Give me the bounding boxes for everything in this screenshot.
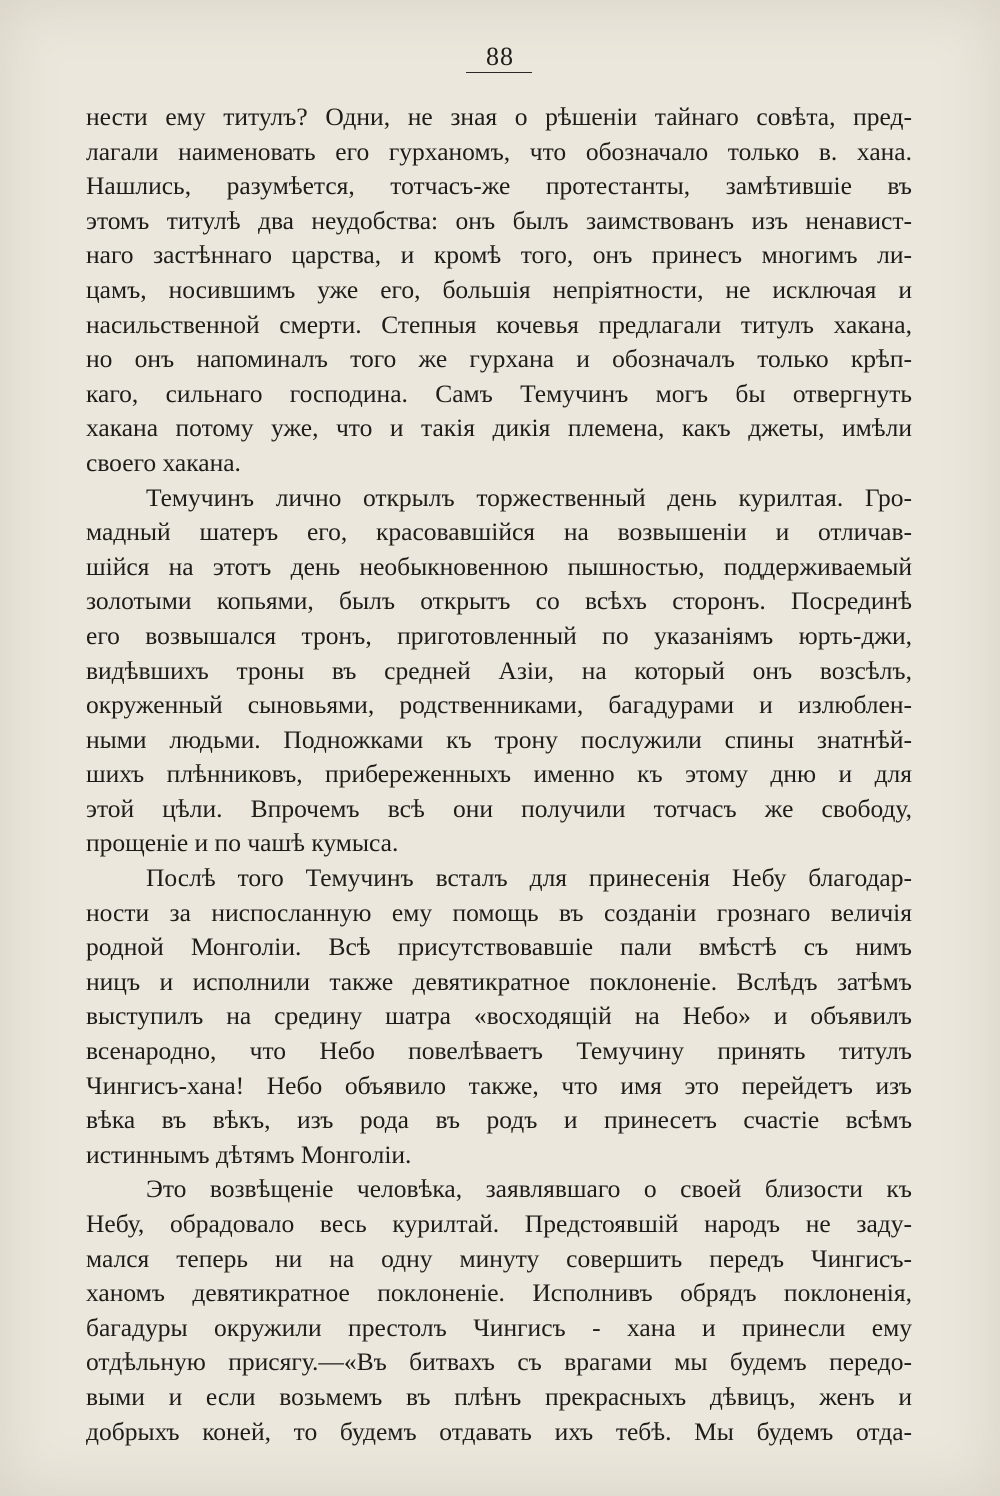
text-line: золотыми копьями, былъ открытъ со всѣхъ сторонъ. Посрединѣ [86,586,912,616]
text-line: лагали наименовать его гурханомъ, что обозначало только в. хана. [86,136,912,166]
text-line: ханомъ девятикратное поклоненіе. Исполнивъ обрядъ поклоненія, [86,1278,912,1308]
text-line: насильственной смерти. Степныя кочевья предлагали титулъ хакана, [86,309,912,339]
text-line: но онъ напоминалъ того же гурхана и обозначалъ только крѣп- [86,344,912,374]
text-line: вѣка въ вѣкъ, изъ рода въ родъ и принесетъ счастіе всѣмъ [86,1105,912,1135]
text-line: всенародно, что Небо повелѣваетъ Темучину принять титулъ [86,1036,912,1066]
text-line: каго, сильнаго господина. Самъ Темучинъ могъ бы отвергнуть [86,378,912,408]
text-line: Нашлись, разумѣется, тотчасъ-же протестанты, замѣтившіе въ [86,171,912,201]
paragraph [86,1172,912,1449]
text-line: цамъ, носившимъ уже его, большія непріятности, не исключая и [86,274,912,304]
text-line: этой цѣли. Впрочемъ всѣ они получили тотчасъ же свободу, [86,793,912,823]
text-line: хакана потому уже, что и такія дикія племена, какъ джеты, имѣли [86,413,912,443]
text-line: его возвышался тронъ, приготовленный по указаніямъ юрть-джи, [86,620,912,650]
text-line: истиннымъ дѣтямъ Монголіи. [86,1139,412,1169]
text-line: прощеніе и по чашѣ кумыса. [86,828,399,858]
text-line: мался теперь ни на одну минуту совершить передъ Чингисъ- [86,1243,912,1273]
text-line: наго застѣннаго царства, и кромѣ того, онъ принесъ многимъ ли- [86,240,912,270]
page-number-rule [466,72,532,73]
text-line: ницъ и исполнили также девятикратное поклоненіе. Вслѣдъ затѣмъ [86,966,912,996]
text-line: Послѣ того Темучинъ всталъ для принесенія Небу благодар- [146,863,912,893]
text-line: своего хакана. [86,447,241,477]
text-line: Чингисъ-хана! Небо объявило также, что имя это перейдетъ изъ [86,1070,912,1100]
text-line: видѣвшихъ троны въ средней Азіи, на который онъ возсѣлъ, [86,655,912,685]
text-line: выми и если возьмемъ въ плѣнъ прекрасныхъ дѣвицъ, женъ и [86,1381,912,1411]
text-line: добрыхъ коней, то будемъ отдавать ихъ тебѣ. Мы будемъ отда- [86,1416,912,1446]
text-line: ными людьми. Подножками къ трону послужили спины знатнѣй- [86,724,912,754]
text-line: выступилъ на средину шатра «восходящій на Небо» и объявилъ [86,1001,912,1031]
paragraph [86,481,912,862]
text-line: отдѣльную присягу.—«Въ битвахъ съ врагами мы будемъ передо- [86,1347,912,1377]
text-line: окруженный сыновьями, родственниками, багадурами и излюблен- [86,690,912,720]
text-line: нести ему титулъ? Одни, не зная о рѣшеніи тайнаго совѣта, пред- [86,102,912,131]
text-line: этомъ титулѣ два неудобства: онъ былъ заимствованъ изъ ненавист- [86,205,912,235]
text-line: родной Монголіи. Всѣ присутствовавшіе пали вмѣстѣ съ нимъ [86,932,912,962]
text-line: Это возвѣщеніе человѣка, заявлявшаго о своей близости къ [146,1174,912,1204]
text-line: Темучинъ лично открылъ торжественный день курилтая. Гро- [146,482,912,512]
paragraph [86,861,912,1172]
text-line: ности за ниспосланную ему помощь въ созданіи грознаго величія [86,897,912,927]
text-line: багадуры окружили престолъ Чингисъ - хана и принесли ему [86,1312,912,1342]
text-line: Небу, обрадовало весь курилтай. Предстоявшій народъ не заду- [86,1209,912,1238]
body-text [86,100,912,1449]
text-line: шихъ плѣнниковъ, прибереженныхъ именно къ этому дню и для [86,759,912,789]
page-number: 88 [486,42,514,71]
text-line: мадный шатеръ его, красовавшійся на возвышеніи и отличав- [86,517,912,547]
paragraph [86,100,912,481]
text-line: шійся на этотъ день необыкновенною пышностью, поддерживаемый [86,551,912,581]
